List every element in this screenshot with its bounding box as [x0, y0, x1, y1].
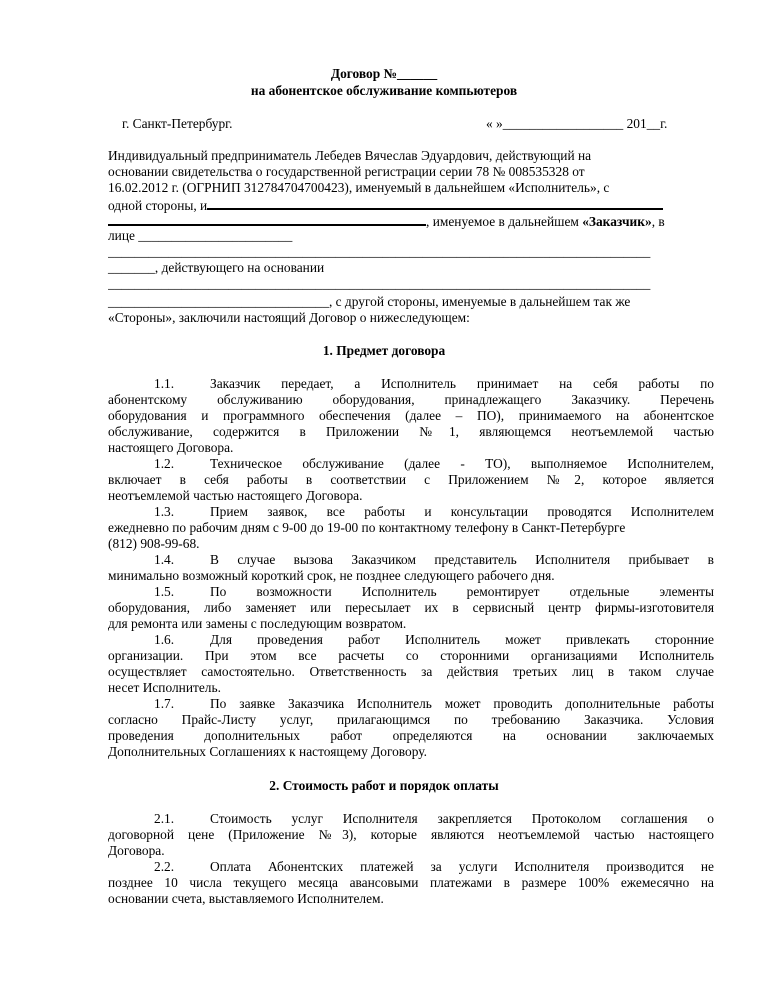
preamble-line-5-end: , в: [651, 214, 665, 229]
section-1-heading: 1. Предмет договора: [322, 343, 446, 358]
clause-1-5-line-3: для ремонта или замены с последующим возвратом.: [108, 616, 407, 631]
clause-number: 1.2.: [154, 456, 175, 471]
party-name-blank-2: [108, 212, 426, 226]
clause-1-3-line-3: (812) 908-99-68.: [108, 536, 200, 551]
clause-1-6-line-4: несет Исполнитель.: [108, 680, 221, 695]
preamble-line-3: 16.02.2012 г. (ОГРНИП 312784704700423), именуемый в дальнейшем «Исполнитель», с: [108, 180, 610, 195]
clause-number: 1.3.: [154, 504, 175, 519]
clause-number: 1.4.: [154, 552, 175, 567]
preamble-line-2: основании свидетельства о государственной регистрации серии 78 № 008535328 от: [108, 164, 585, 179]
preamble-line-10: _________________________________, с другой стороны, именуемые в дальнейшем так же: [108, 294, 631, 309]
clause-1-4-line-1: 1.4. В случае вызова Заказчиком представитель Исполнителя прибывает в: [108, 552, 714, 568]
customer-term: «Заказчик»: [582, 214, 652, 229]
contract-title: Договор №______: [330, 66, 438, 81]
clause-number: 1.1.: [154, 376, 175, 391]
clause-1-7-line-3: проведения дополнительных работ определяются на основании заключаемых: [108, 728, 714, 743]
party-name-blank: [207, 196, 663, 210]
contract-subtitle: на абонентское обслуживание компьютеров: [250, 83, 518, 98]
clause-2-1-line-3: Договора.: [108, 843, 165, 858]
clause-1-6-line-1: 1.6. Для проведения работ Исполнитель может привлекать сторонние: [108, 632, 714, 648]
clause-2-2-line-2: позднее 10 числа текущего месяца авансовыми платежами в размере 100% ежемесячно на: [108, 875, 714, 890]
clause-1-6-line-2: организации. При этом все расчеты со сторонними организациями Исполнитель: [108, 648, 714, 663]
contract-city: г. Санкт-Петербург.: [122, 116, 233, 131]
clause-2-1-line-2: договорной цене (Приложение №3), которые являются неотъемлемой частью настоящего: [108, 827, 714, 842]
clause-2-2-line-3: основании счета, выставляемого Исполнителем.: [108, 891, 384, 906]
clause-1-7-line-2: согласно Прайс-Листу услуг, прилагающимся по требованию Заказчика. Условия: [108, 712, 714, 727]
clause-number: 2.1.: [154, 811, 175, 826]
contract-date: « »__________________ 201__г.: [486, 116, 668, 131]
clause-1-5-line-2: оборудования, либо заменяет или пересылает их в сервисный центр фирмы-изготовителя: [108, 600, 714, 615]
clause-1-7-line-1: 1.7. По заявке Заказчика Исполнитель может проводить дополнительные работы: [108, 696, 714, 712]
clause-number: 2.2.: [154, 859, 175, 874]
clause-1-1-line-2: абонентскому обслуживанию оборудования, принадлежащего Заказчику. Перечень: [108, 392, 714, 407]
clause-1-2-line-2: включает в себя работы в соответствии с Приложением №2, которое является: [108, 472, 714, 487]
preamble-line-9: _________________________________________________________________________________: [108, 276, 651, 291]
clause-number: 1.6.: [154, 632, 175, 647]
preamble-line-7: _________________________________________________________________________________: [108, 244, 651, 259]
clause-1-3-line-2: ежедневно по рабочим дням с 9-00 до 19-00 по контактному телефону в Санкт-Петербурге: [108, 520, 626, 535]
preamble-line-8: _______, действующего на основании: [108, 260, 325, 275]
clause-1-3-line-1: 1.3. Прием заявок, все работы и консультации проводятся Исполнителем: [108, 504, 714, 520]
clause-1-1-line-1: 1.1. Заказчик передает, а Исполнитель принимает на себя работы по: [108, 376, 714, 392]
clause-number: 1.5.: [154, 584, 175, 599]
clause-1-4-line-2: минимально возможный короткий срок, не позднее следующего рабочего дня.: [108, 568, 555, 583]
clause-1-2-line-3: неотъемлемой частью настоящего Договора.: [108, 488, 363, 503]
clause-number: 1.7.: [154, 696, 175, 711]
preamble-line-5-text: , именуемое в дальнейшем: [426, 214, 583, 229]
clause-1-2-line-1: 1.2. Техническое обслуживание (далее - ТО), выполняемое Исполнителем,: [108, 456, 714, 472]
preamble-line-4-text: одной стороны, и: [108, 198, 208, 213]
clause-1-5-line-1: 1.5. По возможности Исполнитель ремонтирует отдельные элементы: [108, 584, 714, 600]
clause-1-1-line-4: обслуживание, содержится в Приложении №1, являющемся неотъемлемой частью: [108, 424, 714, 439]
clause-1-6-line-3: осуществляет самостоятельно. Ответственность за действия третьих лиц в таком случае: [108, 664, 714, 679]
clause-2-1-line-1: 2.1. Стоимость услуг Исполнителя закрепляется Протоколом соглашения о: [108, 811, 714, 827]
clause-1-1-line-5: настоящего Договора.: [108, 440, 234, 455]
preamble-line-11: «Стороны», заключили настоящий Договор о нижеследующем:: [108, 310, 470, 325]
preamble-line-6: лице _______________________: [108, 228, 293, 243]
clause-1-7-line-4: Дополнительных Соглашениях к настоящему Договору.: [108, 744, 427, 759]
section-2-heading: 2. Стоимость работ и порядок оплаты: [269, 778, 499, 793]
clause-1-1-line-3: оборудования и программного обеспечения (далее – ПО), принимаемого на абонентское: [108, 408, 714, 423]
preamble-line-1: Индивидуальный предприниматель Лебедев Вячеслав Эдуардович, действующий на: [108, 148, 592, 163]
clause-2-2-line-1: 2.2. Оплата Абонентских платежей за услуги Исполнителя производится не: [108, 859, 714, 875]
